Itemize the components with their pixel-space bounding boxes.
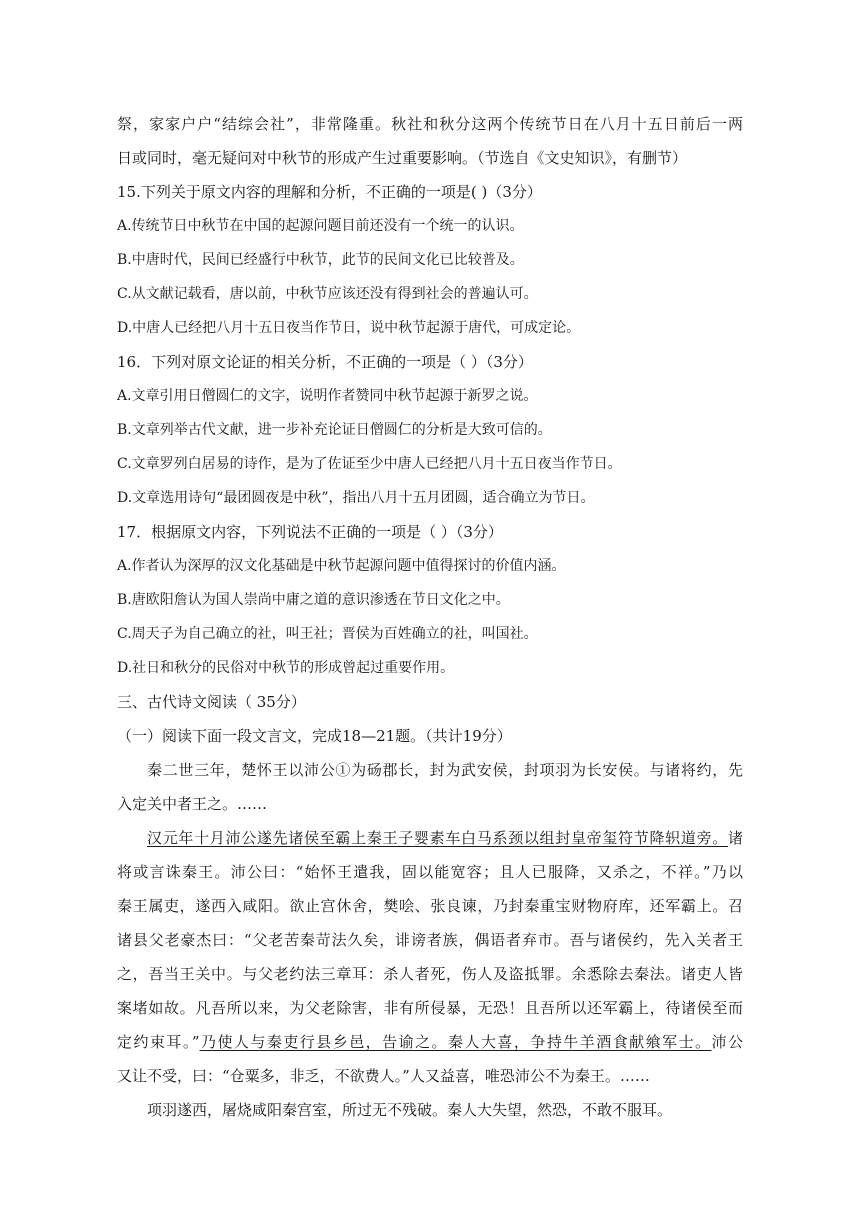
classical-text-line — [117, 821, 743, 855]
classical-text-line: 将或言诛秦王。沛公曰：“始怀王遣我，固以能宽容；且人已服降，又杀之，不祥。”乃以 — [117, 863, 743, 881]
question-17-option-c: C.周天子为自己确立的社，叫王社；晋侯为百姓确立的社，叫国社。 — [117, 626, 538, 642]
text-span: 诸 — [727, 829, 743, 847]
classical-text-line: 案堵如故。凡吾所以来，为父老除害，非有所侵暴，无恐！且吾所以还军霸上，待诸侯至而 — [117, 999, 743, 1017]
question-15-option-d: D.中唐人已经把八月十五日夜当作节日，说中秋节起源于唐代，可成定论。 — [117, 320, 581, 336]
underlined-sentence: 汉元年十月沛公遂先诸侯至霸上秦王子婴素车白马系颈以组封皇帝玺符节降轵道旁。 — [147, 829, 728, 847]
question-16-option-a: A.文章引用日僧圆仁的文字，说明作者赞同中秋节起源于新罗之说。 — [117, 388, 538, 404]
question-16-option-d: D.文章选用诗句“最团圆夜是中秋”，指出八月十五月团圆，适合确立为节日。 — [117, 490, 595, 506]
classical-text-line: 之，吾当王关中。与父老约法三章耳：杀人者死，伤人及盗抵罪。余悉除去秦法。诸吏人皆 — [117, 965, 743, 983]
passage-text-line: 祭，家家户户“结综会社”，非常隆重。秋社和秋分这两个传统节日在八月十五日前后一两 — [117, 115, 743, 133]
question-17-option-a: A.作者认为深厚的汉文化基础是中秋节起源问题中值得探讨的价值内涵。 — [117, 558, 566, 574]
section-heading: 三、古代诗文阅读（ 35分） — [117, 693, 306, 711]
classical-text-line: 项羽遂西，屠烧咸阳秦宫室，所过无不残破。秦人大失望，然恐，不敢不服耳。 — [147, 1101, 673, 1119]
question-16-option-b: B.文章列举古代文献，进一步补充论证日僧圆仁的分析是大致可信的。 — [117, 422, 552, 438]
classical-text-line: 秦二世三年，楚怀王以沛公①为砀郡长，封为武安侯，封项羽为长安侯。与诸将约，先 — [147, 761, 743, 779]
classical-text-line: 秦王属吏，遂西入咸阳。欲止宫休舍，樊哙、张良谏，乃封秦重宝财物府库，还军霸上。召 — [117, 897, 743, 915]
classical-text-line: 诸县父老豪杰曰：“父老苦秦苛法久矣，诽谤者族，偶语者弃市。吾与诸侯约，先入关者王 — [117, 931, 743, 949]
text-span: 定约束耳。” — [117, 1033, 200, 1051]
question-17-stem: 17．根据原文内容，下列说法不正确的一项是（ ）（3分） — [117, 523, 503, 541]
question-15-option-c: C.从文献记载看，唐以前，中秋节应该还没有得到社会的普遍认可。 — [117, 286, 538, 302]
question-15-option-b: B.中唐时代，民间已经盛行中秋节，此节的民间文化已比较普及。 — [117, 252, 524, 268]
subsection-instruction: （一）阅读下面一段文言文，完成18—21题。（共计19分） — [117, 727, 512, 745]
question-17-option-b: B.唐欧阳詹认为国人崇尚中庸之道的意识渗透在节日文化之中。 — [117, 592, 510, 608]
classical-text-line: 入定关中者王之。…… — [117, 795, 268, 813]
question-16-stem: 16．下列对原文论证的相关分析，不正确的一项是（ ）（3分） — [117, 353, 533, 371]
page-content — [117, 107, 743, 1127]
classical-text-line: 又让不受，曰：“仓粟多，非乏，不欲费人。”人又益喜，唯恐沛公不为秦王。…… — [117, 1067, 650, 1085]
underlined-sentence: 乃使人与秦吏行县乡邑，告谕之。秦人大喜，争持牛羊酒食献飨军士。 — [199, 1033, 712, 1051]
question-17-option-d: D.社日和秋分的民俗对中秋节的形成曾起过重要作用。 — [117, 660, 455, 676]
classical-text-line — [117, 1025, 743, 1059]
question-15-option-a: A.传统节日中秋节在中国的起源问题目前还没有一个统一的认识。 — [117, 218, 524, 234]
text-span: 沛公 — [711, 1033, 743, 1051]
question-16-option-c: C.文章罗列白居易的诗作，是为了佐证至少中唐人已经把八月十五日夜当作节日。 — [117, 456, 622, 472]
passage-text-line: 日或同时，毫无疑问对中秋节的形成产生过重要影响。（节选自《文史知识》，有删节） — [117, 149, 688, 167]
question-15-stem: 15.下列关于原文内容的理解和分析，不正确的一项是( )（3分） — [117, 183, 542, 201]
